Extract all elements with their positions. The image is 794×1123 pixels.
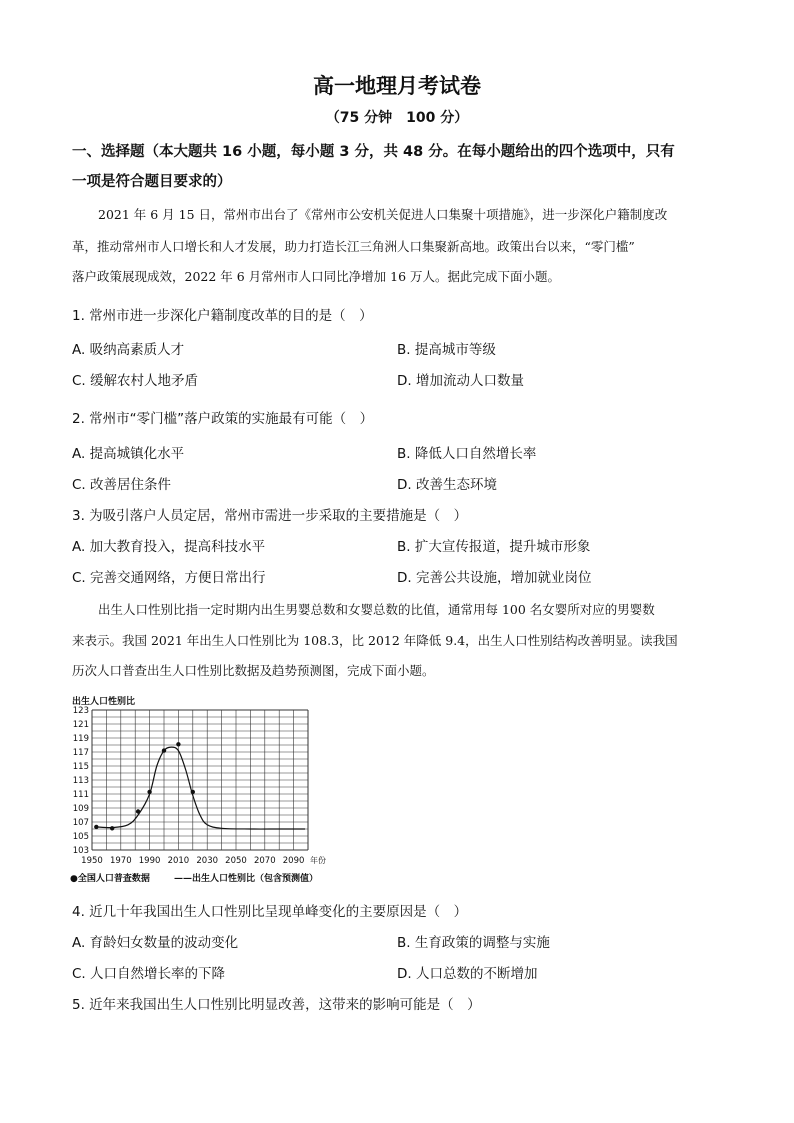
- question-1-option-a[interactable]: A. 吸纳高素质人才: [72, 342, 185, 358]
- y-tick-label: 115: [72, 762, 89, 772]
- question-4-option-d[interactable]: D. 人口总数的不断增加: [397, 966, 538, 982]
- census-data-point: [136, 809, 140, 813]
- question-1-stem: 1. 常州市进一步深化户籍制度改革的目的是（ ）: [72, 308, 373, 324]
- census-data-point: [94, 825, 98, 829]
- passage1-line1: 2021 年 6 月 15 日，常州市出台了《常州市公安机关促进人口集聚十项措施》，进一步深化户籍制度改: [98, 207, 668, 222]
- census-data-point: [147, 790, 151, 794]
- sex-ratio-chart: [60, 688, 360, 888]
- y-tick-label: 109: [72, 804, 89, 814]
- question-2-option-d[interactable]: D. 改善生态环境: [397, 477, 497, 493]
- x-tick-labels: [81, 856, 304, 866]
- section-heading-line1: 一、选择题（本大题共 16 小题，每小题 3 分，共 48 分。在每小题给出的四个选项中，只有: [72, 144, 675, 160]
- x-tick-label: 2090: [282, 856, 305, 866]
- x-tick-label: 1990: [138, 856, 161, 866]
- census-data-point: [191, 790, 195, 794]
- census-data-point: [110, 826, 114, 830]
- x-tick-label: 1950: [81, 856, 103, 866]
- x-axis-unit: 年份: [310, 856, 326, 865]
- passage2-line1: 出生人口性别比指一定时期内出生男婴总数和女婴总数的比值，通常用每 100 名女婴所对应的男婴数: [98, 602, 655, 617]
- x-tick-label: 2010: [167, 856, 190, 866]
- question-4-option-a[interactable]: A. 育龄妇女数量的波动变化: [72, 935, 239, 951]
- page-title: 高一地理月考试卷: [313, 74, 481, 98]
- question-3-option-b[interactable]: B. 扩大宣传报道，提升城市形象: [397, 539, 591, 555]
- passage2-line2: 来表示。我国 2021 年出生人口性别比为 108.3，比 2012 年降低 9.4，出生人口性别结构改善明显。读我国: [72, 633, 678, 648]
- chart-title: 出生人口性别比: [72, 697, 136, 707]
- question-4-stem: 4. 近几十年我国出生人口性别比呈现单峰变化的主要原因是（ ）: [72, 904, 468, 920]
- question-3-stem: 3. 为吸引落户人员定居，常州市需进一步采取的主要措施是（ ）: [72, 508, 468, 524]
- y-tick-label: 119: [72, 734, 89, 744]
- y-tick-label: 103: [72, 846, 89, 856]
- x-tick-label: 2030: [196, 856, 219, 866]
- passage2-line3: 历次人口普查出生人口性别比数据及趋势预测图，完成下面小题。: [72, 663, 435, 678]
- section-heading-line2: 一项是符合题目要求的）: [72, 174, 232, 190]
- question-3-option-a[interactable]: A. 加大教育投入，提高科技水平: [72, 539, 266, 555]
- y-tick-label: 123: [72, 706, 89, 716]
- passage1-line3: 落户政策展现成效，2022 年 6 月常州市人口同比净增加 16 万人。据此完成下面小题。: [72, 269, 561, 284]
- passage1-line2: 革，推动常州市人口增长和人才发展，助力打造长江三角洲人口集聚新高地。政策出台以来，“零门槛”: [72, 239, 635, 254]
- question-2-stem: 2. 常州市“零门槛”落户政策的实施最有可能（ ）: [72, 411, 374, 427]
- question-2-option-a[interactable]: A. 提高城镇化水平: [72, 446, 185, 462]
- question-4-option-b[interactable]: B. 生育政策的调整与实施: [397, 935, 550, 951]
- question-3-option-c[interactable]: C. 完善交通网络，方便日常出行: [72, 570, 266, 586]
- x-tick-label: 2070: [253, 856, 276, 866]
- y-tick-labels: [73, 706, 89, 856]
- legend-census: ●全国人口普查数据: [70, 874, 150, 884]
- y-tick-label: 113: [72, 776, 89, 786]
- census-dots: [94, 742, 195, 830]
- y-tick-label: 105: [72, 832, 89, 842]
- question-2-option-b[interactable]: B. 降低人口自然增长率: [397, 446, 537, 462]
- y-tick-label: 111: [72, 790, 89, 800]
- question-1-option-d[interactable]: D. 增加流动人口数量: [397, 373, 524, 389]
- question-2-option-c[interactable]: C. 改善居住条件: [72, 477, 172, 493]
- question-1-option-b[interactable]: B. 提高城市等级: [397, 342, 496, 358]
- question-3-option-d[interactable]: D. 完善公共设施，增加就业岗位: [397, 570, 592, 586]
- question-4-option-c[interactable]: C. 人口自然增长率的下降: [72, 966, 226, 982]
- census-data-point: [162, 748, 166, 752]
- trend-line: [96, 747, 305, 829]
- page-subtitle: （75 分钟 100 分）: [325, 110, 469, 126]
- y-tick-label: 107: [72, 818, 89, 828]
- legend-trend: ——出生人口性别比（包含预测值）: [174, 874, 319, 884]
- question-1-option-c[interactable]: C. 缓解农村人地矛盾: [72, 373, 199, 389]
- x-tick-label: 1970: [109, 856, 132, 866]
- y-tick-label: 121: [72, 720, 89, 730]
- y-tick-label: 117: [72, 748, 89, 758]
- question-5-stem: 5. 近年来我国出生人口性别比明显改善，这带来的影响可能是（ ）: [72, 997, 481, 1013]
- x-tick-label: 2050: [225, 856, 247, 866]
- census-data-point: [176, 742, 180, 746]
